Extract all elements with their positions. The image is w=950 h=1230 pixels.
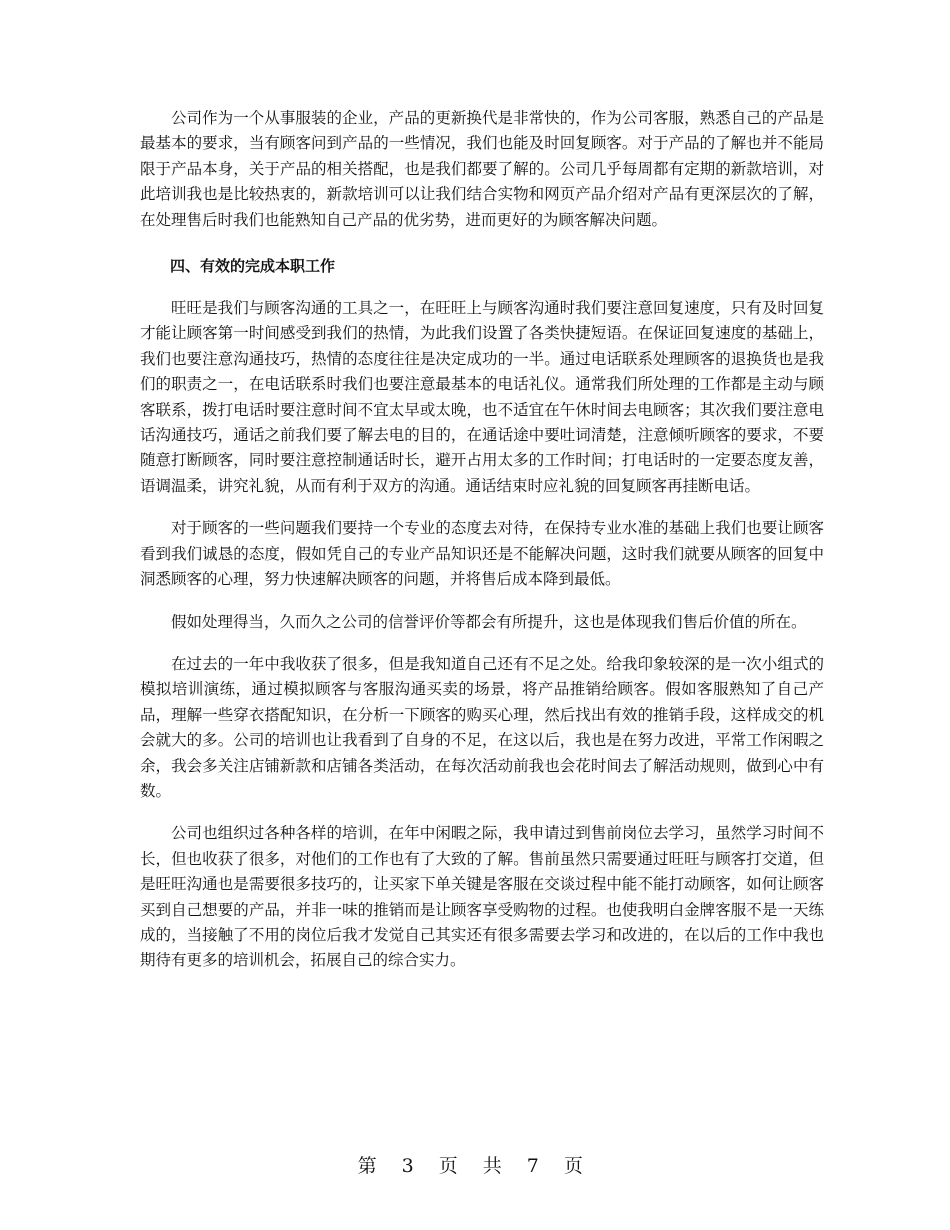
paragraph-attitude: 对于顾客的一些问题我们要持一个专业的态度去对待，在保持专业水准的基础上我们也要让顾客看到我们诚恳的态度，假如凭自己的专业产品知识还是不能解决问题，这时我们就要从顾客的回复中洞悉顾客的心理，努力快速解决顾客的问题，并将售后成本降到最低。 (140, 519, 824, 589)
paragraph-reputation: 假如处理得当，久而久之公司的信誉评价等都会有所提升，这也是体现我们售后价值的所在。 (171, 612, 807, 631)
paragraph-intro: 公司作为一个从事服装的企业，产品的更新换代是非常快的，作为公司客服，熟悉自己的产品是最基本的要求，当有顾客问到产品的一些情况，我们也能及时回复顾客。对于产品的了解也并不能局限于产品本身，关于产品的相关搭配，也是我们都要了解的。公司几乎每周都有定期的新款培训，对此培训我也是比较热衷的，新款培训可以让我们结合实物和网页产品介绍对产品有更深层次的了解，在处理售后时我们也能熟知自己产品的优劣势，进而更好的为顾客解决问题。 (140, 109, 824, 229)
paragraph-wangwang: 旺旺是我们与顾客沟通的工具之一，在旺旺上与顾客沟通时我们要注意回复速度，只有及时回复才能让顾客第一时间感受到我们的热情，为此我们设置了各类快捷短语。在保证回复速度的基础上，我们也要注意沟通技巧，热情的态度往往是决定成功的一半。通过电话联系处理顾客的退换货也是我们的职责之一，在电话联系时我们也要注意最基本的电话礼仪。通常我们所处理的工作都是主动与顾客联系，拨打电话时要注意时间不宜太早或太晚，也不适宜在午休时间去电顾客；其次我们要注意电话沟通技巧，通话之前我们要了解去电的目的，在通话途中要吐词清楚，注意倾听顾客的要求，不要随意打断顾客，同时要注意控制通话时长，避开占用太多的工作时间；打电话时的一定要态度友善，语调温柔，讲究礼貌，从而有利于双方的沟通。通话结束时应礼貌的回复顾客再挂断电话。 (140, 299, 824, 495)
paragraph-past-year: 在过去的一年中我收获了很多，但是我知道自己还有不足之处。给我印象较深的是一次小组式的模拟培训演练，通过模拟顾客与客服沟通买卖的场景，将产品推销给顾客。假如客服熟知了自己产品，理解一些穿衣搭配知识，在分析一下顾客的购买心理，然后找出有效的推销手段，这样成交的机会就大的多。公司的培训也让我看到了自身的不足，在这以后，我也是在努力改进，平常工作闲暇之余，我会多关注店铺新款和店铺各类活动，在每次活动前我也会花时间去了解活动规则，做到心中有数。 (140, 654, 824, 800)
section-heading: 四、有效的完成本职工作 (170, 257, 336, 276)
paragraph-training: 公司也组织过各种各样的培训，在年中闲暇之际，我申请过到售前岗位去学习，虽然学习时间不长，但也收获了很多，对他们的工作也有了大致的了解。售前虽然只需要通过旺旺与顾客打交道，但是旺旺沟通也是需要很多技巧的，让买家下单关键是客服在交谈过程中能不能打动顾客，如何让顾客买到自己想要的产品，并非一味的推销而是让顾客享受购物的过程。也使我明白金牌客服不是一天练成的，当接触了不用的岗位后我才发觉自己其实还有很多需要去学习和改进的，在以后的工作中我也期待有更多的培训机会，拓展自己的综合实力。 (140, 824, 824, 970)
document-body (140, 106, 824, 974)
page-number-footer: 第 3 页 共 7 页 (357, 1155, 593, 1177)
